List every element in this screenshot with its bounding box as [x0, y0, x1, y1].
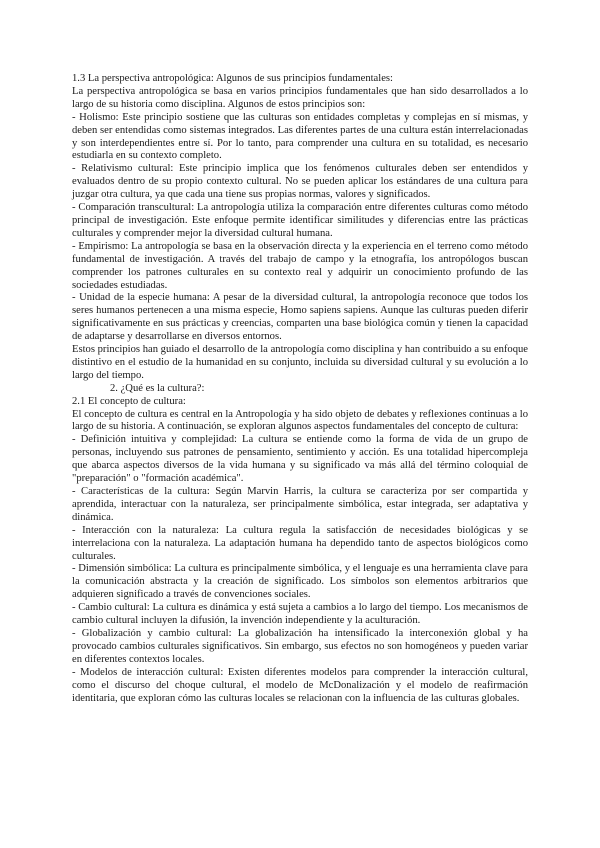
principle-relativismo: - Relativismo cultural: Este principio implica que los fenómenos culturales deben ser entendidos y evaluados dentro de su propio contexto cultural. No se pueden aplicar los estándares de una cultura para juzgar otra cultura, ya que cada una tiene sus propias normas, valores y significados. — [72, 163, 528, 201]
section-1-3-intro: La perspectiva antropológica se basa en varios principios fundamentales que han sido desarrollados a lo largo de su historia como disciplina. Algunos de estos principios son: — [72, 85, 528, 110]
principle-comparacion: - Comparación transcultural: La antropología utiliza la comparación entre diferentes culturas como método principal de investigación. Este enfoque permite identificar similitudes y diferencias entre las prácticas culturales y comprender mejor la diversidad cultural humana. — [72, 202, 528, 239]
aspect-modelos: - Modelos de interacción cultural: Existen diferentes modelos para comprender la interacción cultural, como el discurso del choque cultural, el modelo de McDonalización y el modelo de reafirmación identitaria, que exploran cómo las culturas locales se relacionan con la influencia de las culturas globales. — [72, 666, 528, 704]
aspect-naturaleza: - Interacción con la naturaleza: La cultura regula la satisfacción de necesidades biológicas y se interrelaciona con la naturaleza. La adaptación humana ha dependido tanto de aspectos biológicos como culturales. — [72, 524, 528, 562]
principle-empirismo: - Empirismo: La antropología se basa en la observación directa y la experiencia en el terreno como método fundamental de investigación. A través del trabajo de campo y la etnografía, los antropólogos buscan comprender los patrones culturales en su contexto real y adquirir un conocimiento profundo de las sociedades estudiadas. — [72, 240, 528, 291]
section-1-3-closing: Estos principios han guiado el desarrollo de la antropología como disciplina y han contribuido a su enfoque distintivo en el estudio de la humanidad en su conjunto, incluida su diversidad cultural y su evolución a lo largo del tiempo. — [72, 344, 528, 381]
aspect-globalizacion: - Globalización y cambio cultural: La globalización ha intensificado la interconexión global y ha provocado cambios culturales significativos. Sin embargo, sus efectos no son homogéneos y pueden variar en diferentes contextos locales. — [72, 627, 528, 665]
section-heading-2-1: 2.1 El concepto de cultura: — [72, 395, 186, 407]
principle-unidad: - Unidad de la especie humana: A pesar de la diversidad cultural, la antropología reconoce que todos los seres humanos pertenecen a una misma especie, Homo sapiens sapiens. Aunque las culturas pueden diferir significativamente en sus prácticas y creencias, comparten una base biológica común y tienen la capacidad de adaptarse y desarrollarse en diversos entornos. — [72, 292, 528, 343]
aspect-caracteristicas: - Características de la cultura: Según Marvin Harris, la cultura se caracteriza por ser compartida y aprendida, interactuar con la naturaleza, ser principalmente simbólica, estar integrada, ser adaptativa y dinámica. — [72, 486, 528, 523]
principle-holismo: - Holismo: Este principio sostiene que las culturas son entidades completas y complejas en sí mismas, y deben ser entendidas como sistemas integrados. Las diferentes partes de una cultura están interrelacionadas y son interdependientes entre sí. Por lo tanto, para comprender una cultura en su totalidad, es necesario estudiarla en su contexto completo. — [72, 111, 528, 162]
aspect-definicion: - Definición intuitiva y complejidad: La cultura se entiende como la forma de vida de un grupo de personas, incluyendo sus patrones de pensamiento, sentimiento y acción. Es una totalidad hipercompleja que abarca aspectos diversos de la vida humana y su significado va más allá del término coloquial de "preparación" o "formación académica". — [72, 434, 528, 485]
document-body — [72, 73, 528, 705]
aspect-cambio: - Cambio cultural: La cultura es dinámica y está sujeta a cambios a lo largo del tiempo. Los mecanismos de cambio cultural incluyen la difusión, la invención independiente y la aculturación. — [72, 602, 528, 627]
aspect-simbolica: - Dimensión simbólica: La cultura es principalmente simbólica, y el lenguaje es una herramienta clave para la comunicación abstracta y la creación de significado. Los símbolos son elementos arbitrarios que adquieren significado a través de convenciones sociales. — [72, 563, 528, 601]
section-heading-1-3: 1.3 La perspectiva antropológica: Algunos de sus principios fundamentales: — [72, 73, 393, 84]
section-2-1-intro: El concepto de cultura es central en la Antropología y ha sido objeto de debates y reflexiones continuas a lo largo de su historia. A continuación, se exploran algunos aspectos fundamentales del concepto de cultura: — [72, 408, 528, 433]
numbered-heading-2: 2. ¿Qué es la cultura?: — [110, 382, 205, 394]
